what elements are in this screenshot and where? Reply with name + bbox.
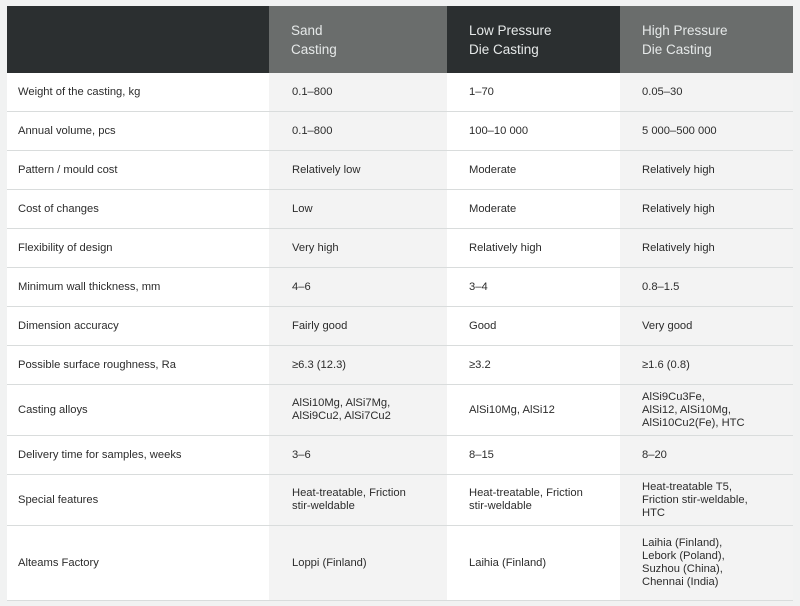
sand-casting-value: AlSi10Mg, AlSi7Mg, AlSi9Cu2, AlSi7Cu2 bbox=[269, 385, 447, 436]
table-row bbox=[7, 190, 793, 229]
table-row bbox=[7, 385, 793, 436]
sand-casting-value: Fairly good bbox=[269, 307, 447, 346]
low-pressure-value: Moderate bbox=[447, 151, 620, 190]
high-pressure-value: 0.8–1.5 bbox=[620, 268, 793, 307]
row-label: Cost of changes bbox=[7, 190, 269, 229]
low-pressure-value: Moderate bbox=[447, 190, 620, 229]
low-pressure-value: 8–15 bbox=[447, 436, 620, 475]
row-label: Annual volume, pcs bbox=[7, 112, 269, 151]
low-pressure-value: Relatively high bbox=[447, 229, 620, 268]
sand-casting-value: 0.1–800 bbox=[269, 73, 447, 112]
low-pressure-value: Good bbox=[447, 307, 620, 346]
table-row bbox=[7, 346, 793, 385]
low-pressure-value: 1–70 bbox=[447, 73, 620, 112]
high-pressure-value: AlSi9Cu3Fe, AlSi12, AlSi10Mg, AlSi10Cu2(Fe), HTC bbox=[620, 385, 793, 436]
high-pressure-value: Relatively high bbox=[620, 190, 793, 229]
comparison-table-container bbox=[7, 6, 793, 601]
low-pressure-value: AlSi10Mg, AlSi12 bbox=[447, 385, 620, 436]
row-label: Pattern / mould cost bbox=[7, 151, 269, 190]
high-pressure-value: Laihia (Finland), Lebork (Poland), Suzhou (China), Chennai (India) bbox=[620, 526, 793, 601]
low-pressure-value: 100–10 000 bbox=[447, 112, 620, 151]
row-label: Flexibility of design bbox=[7, 229, 269, 268]
header-low-pressure-die-casting: Low Pressure Die Casting bbox=[447, 6, 620, 73]
table-row bbox=[7, 307, 793, 346]
table-row bbox=[7, 229, 793, 268]
row-label: Casting alloys bbox=[7, 385, 269, 436]
sand-casting-value: ≥6.3 (12.3) bbox=[269, 346, 447, 385]
sand-casting-value: Very high bbox=[269, 229, 447, 268]
sand-casting-value: 3–6 bbox=[269, 436, 447, 475]
table-row bbox=[7, 73, 793, 112]
low-pressure-value: Heat-treatable, Friction stir-weldable bbox=[447, 475, 620, 526]
row-label: Minimum wall thickness, mm bbox=[7, 268, 269, 307]
low-pressure-value: Laihia (Finland) bbox=[447, 526, 620, 601]
high-pressure-value: Relatively high bbox=[620, 229, 793, 268]
sand-casting-value: Loppi (Finland) bbox=[269, 526, 447, 601]
low-pressure-value: 3–4 bbox=[447, 268, 620, 307]
table-row bbox=[7, 475, 793, 526]
header-empty-cell bbox=[7, 6, 269, 73]
row-label: Special features bbox=[7, 475, 269, 526]
header-high-pressure-die-casting: High Pressure Die Casting bbox=[620, 6, 793, 73]
table-header-row bbox=[7, 6, 793, 73]
row-label: Weight of the casting, kg bbox=[7, 73, 269, 112]
row-label: Alteams Factory bbox=[7, 526, 269, 601]
table-row bbox=[7, 112, 793, 151]
sand-casting-value: Relatively low bbox=[269, 151, 447, 190]
sand-casting-value: Low bbox=[269, 190, 447, 229]
high-pressure-value: 0.05–30 bbox=[620, 73, 793, 112]
table-row bbox=[7, 151, 793, 190]
high-pressure-value: Heat-treatable T5, Friction stir-weldable, HTC bbox=[620, 475, 793, 526]
row-label: Dimension accuracy bbox=[7, 307, 269, 346]
sand-casting-value: 0.1–800 bbox=[269, 112, 447, 151]
high-pressure-value: ≥1.6 (0.8) bbox=[620, 346, 793, 385]
row-label: Possible surface roughness, Ra bbox=[7, 346, 269, 385]
sand-casting-value: 4–6 bbox=[269, 268, 447, 307]
low-pressure-value: ≥3.2 bbox=[447, 346, 620, 385]
table-row bbox=[7, 268, 793, 307]
casting-comparison-table bbox=[7, 6, 793, 601]
table-row bbox=[7, 436, 793, 475]
header-sand-casting: Sand Casting bbox=[269, 6, 447, 73]
table-row bbox=[7, 526, 793, 601]
high-pressure-value: Relatively high bbox=[620, 151, 793, 190]
high-pressure-value: 5 000–500 000 bbox=[620, 112, 793, 151]
high-pressure-value: Very good bbox=[620, 307, 793, 346]
row-label: Delivery time for samples, weeks bbox=[7, 436, 269, 475]
high-pressure-value: 8–20 bbox=[620, 436, 793, 475]
sand-casting-value: Heat-treatable, Friction stir-weldable bbox=[269, 475, 447, 526]
